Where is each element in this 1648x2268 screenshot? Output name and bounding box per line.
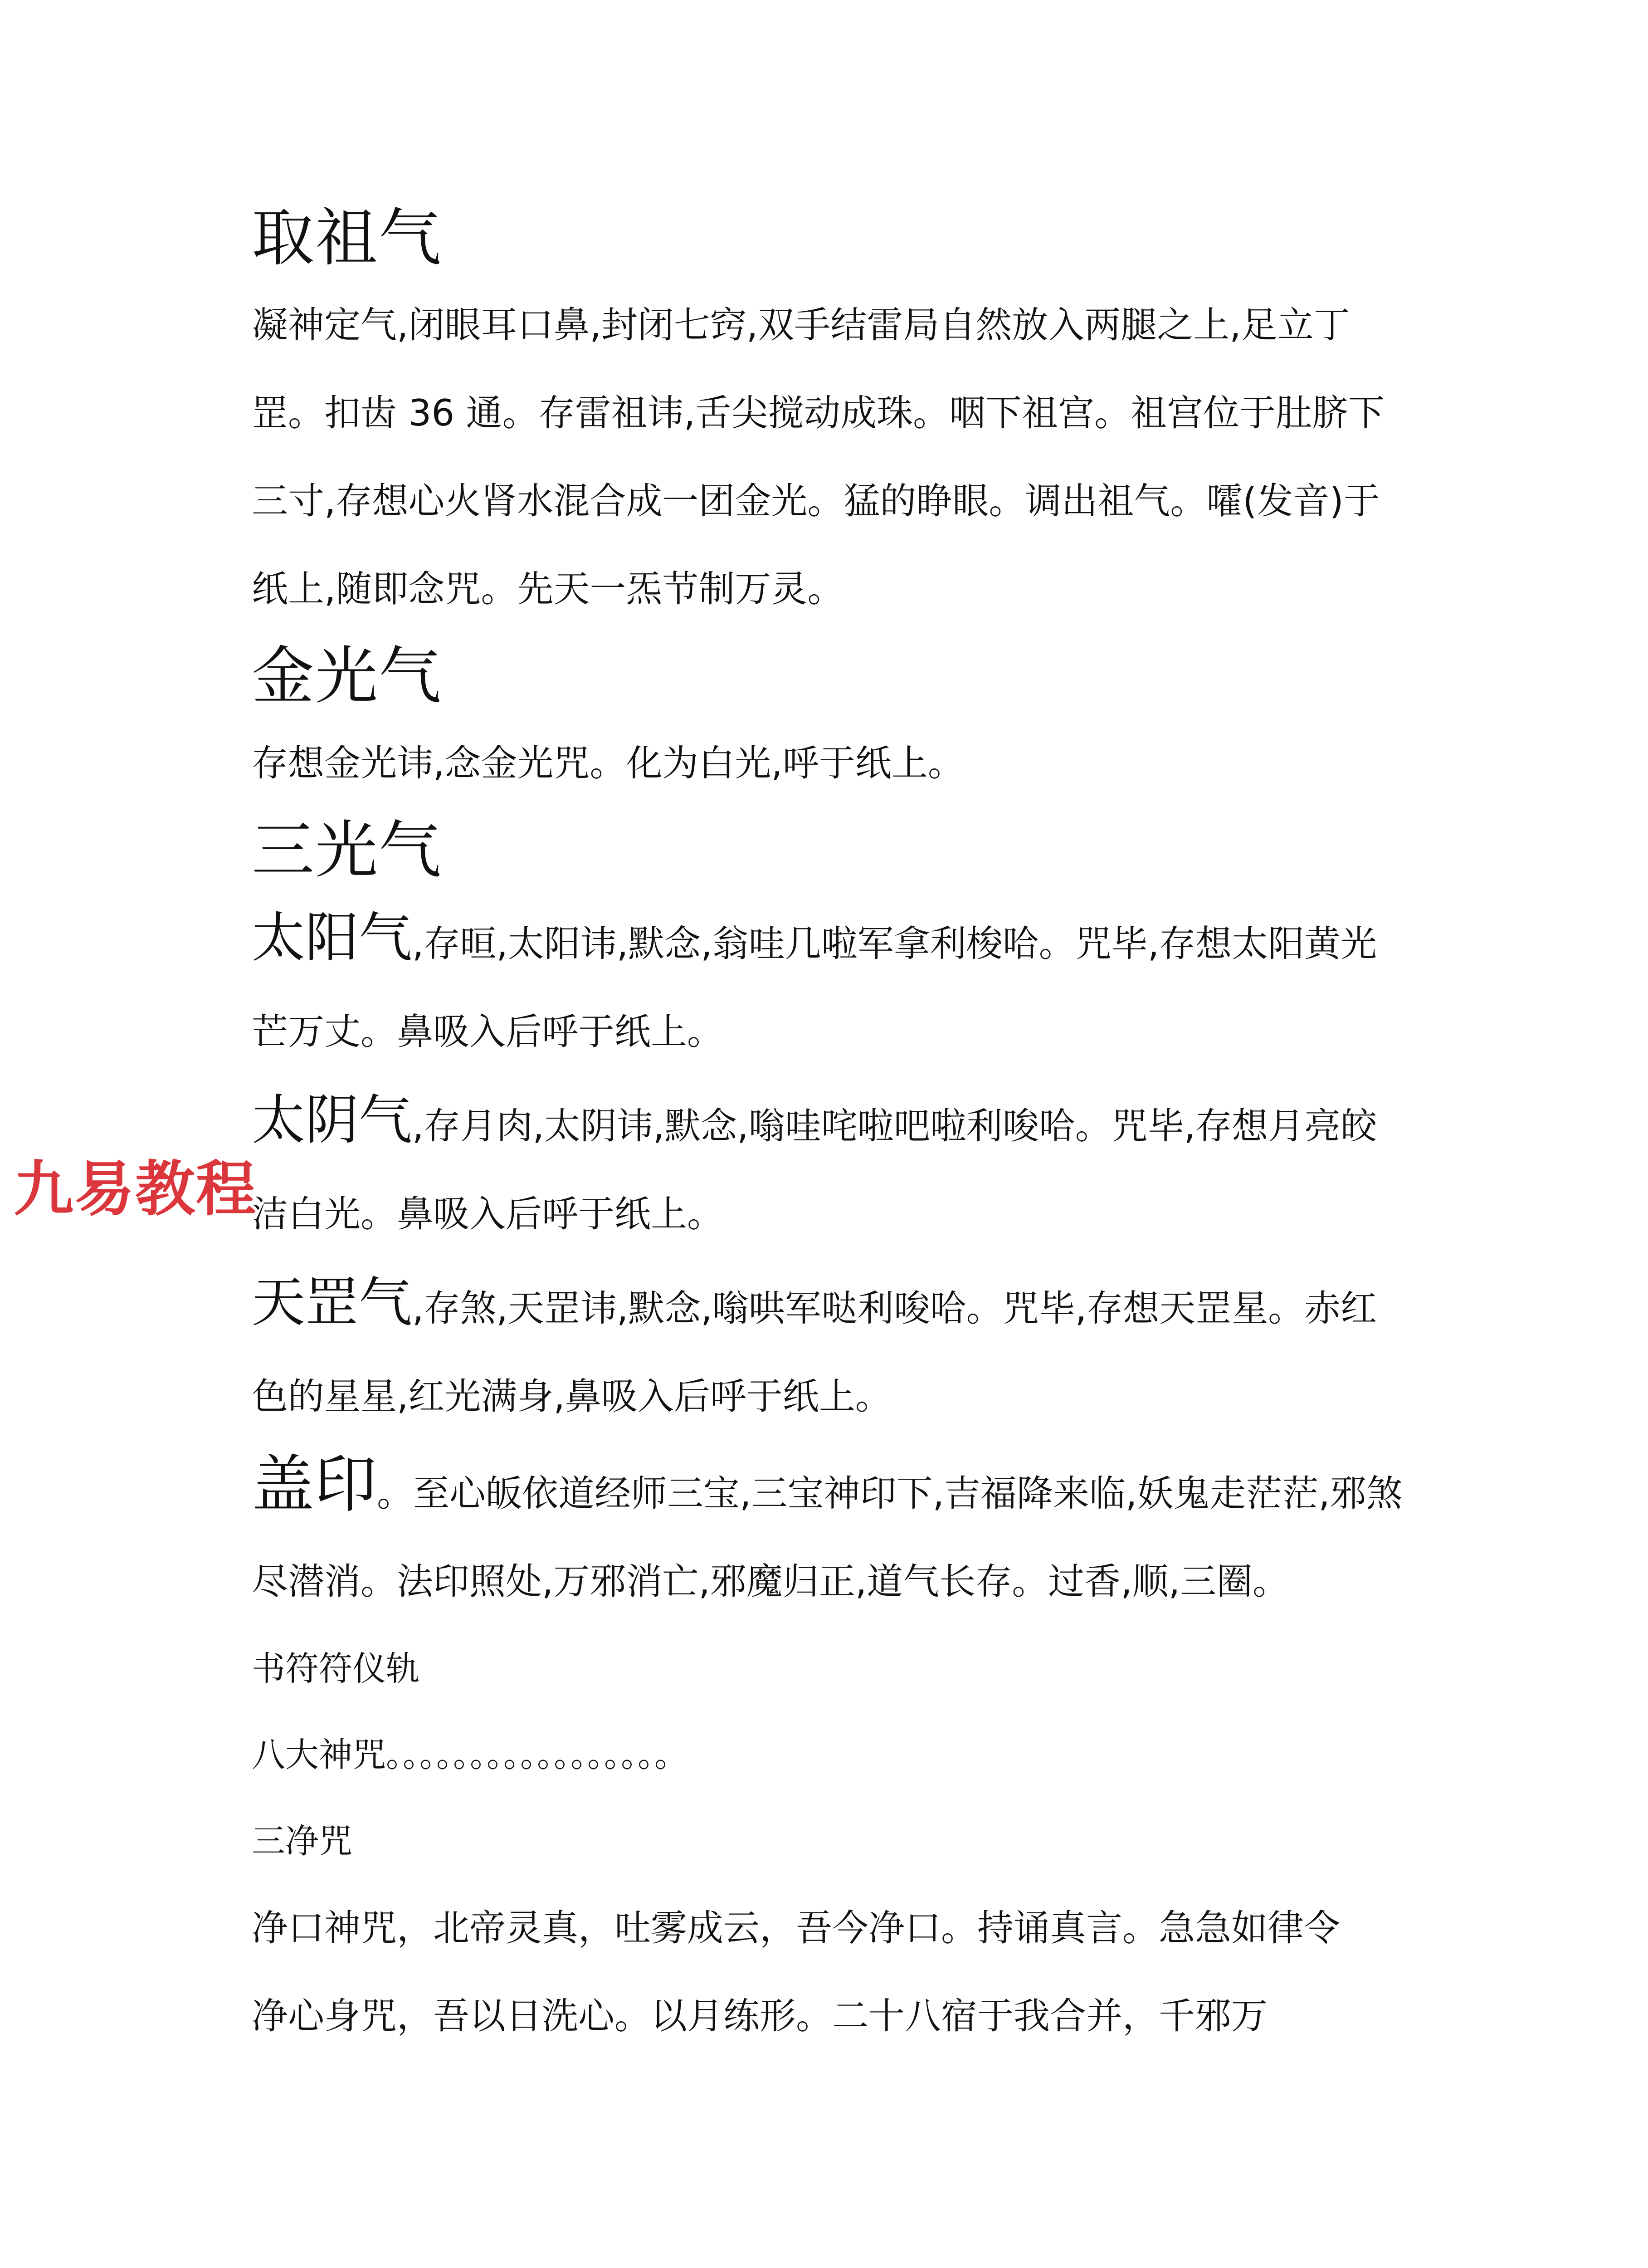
paragraph-qu-zu-qi: 凝神定气,闭眼耳口鼻,封闭七窍,双手结雷局自然放入两腿之上,足立丁罡。扣齿 36 通。存雷祖讳,舌尖搅动成珠。咽下祖宫。祖宫位于肚脐下三寸,存想心火肾水混合成一团金光。猛的睁眼。调出祖气。嚯(发音)于纸上,随即念咒。先天一炁节制万灵。 <box>252 304 1385 610</box>
paragraph-jing-kou-shen-zhou: 净口神咒，北帝灵真，吐雾成云，吾今净口。持诵真言。急急如律令 <box>252 1907 1340 1949</box>
paragraph-jing-xin-shen-zhou: 净心身咒，吾以日洗心。以月练形。二十八宿于我合并，千邪万 <box>252 1995 1268 2037</box>
lead-tian-gang-qi: 天罡气 <box>252 1271 413 1334</box>
paragraph-gai-yin <box>252 1441 1413 1626</box>
document-body <box>252 195 1413 2060</box>
text-tai-yin-qi: ,存月肉,太阴讳,默念,嗡哇咤啦吧啦利唆哈。咒毕,存想月亮皎洁白光。鼻吸入后呼于纸上。 <box>252 1105 1377 1235</box>
paragraph-tai-yang-qi <box>252 894 1413 1076</box>
paragraph-tian-gang-qi <box>252 1258 1413 1441</box>
heading-jin-guang-qi: 金光气 <box>252 640 443 713</box>
lead-tai-yin-qi: 太阴气 <box>252 1089 413 1151</box>
line-shu-fu-yi-gui: 书符符仪轨 <box>252 1649 419 1688</box>
text-gai-yin: 。至心皈依道经师三宝,三宝神印下,吉福降来临,妖鬼走茫茫,邪煞尽潜消。法印照处,万邪消亡,邪魔归正,道气长存。过香,顺,三圈。 <box>252 1472 1403 1603</box>
lead-tai-yang-qi: 太阳气 <box>252 906 413 969</box>
heading-qu-zu-qi: 取祖气 <box>252 201 443 274</box>
lead-gai-yin: 盖印 <box>252 1448 377 1521</box>
text-tai-yang-qi: ,存晅,太阳讳,默念,翁哇几啦军拿利梭哈。咒毕,存想太阳黄光芒万丈。鼻吸入后呼于纸上。 <box>252 923 1377 1053</box>
line-san-jing-zhou: 三净咒 <box>252 1822 352 1861</box>
paragraph-jin-guang-qi: 存想金光讳,念金光咒。化为白光,呼于纸上。 <box>252 742 964 784</box>
watermark: 九易教程 <box>14 1154 257 1224</box>
heading-san-guang-qi: 三光气 <box>252 814 443 887</box>
line-ba-da-shen-zhou: 八大神咒。。。。。。。。。。。。。。。。。 <box>252 1735 688 1774</box>
text-tian-gang-qi: ,存煞,天罡讳,默念,嗡哄军哒利唆哈。咒毕,存想天罡星。赤红色的星星,红光满身,鼻吸入后呼于纸上。 <box>252 1287 1377 1418</box>
paragraph-tai-yin-qi <box>252 1076 1413 1258</box>
